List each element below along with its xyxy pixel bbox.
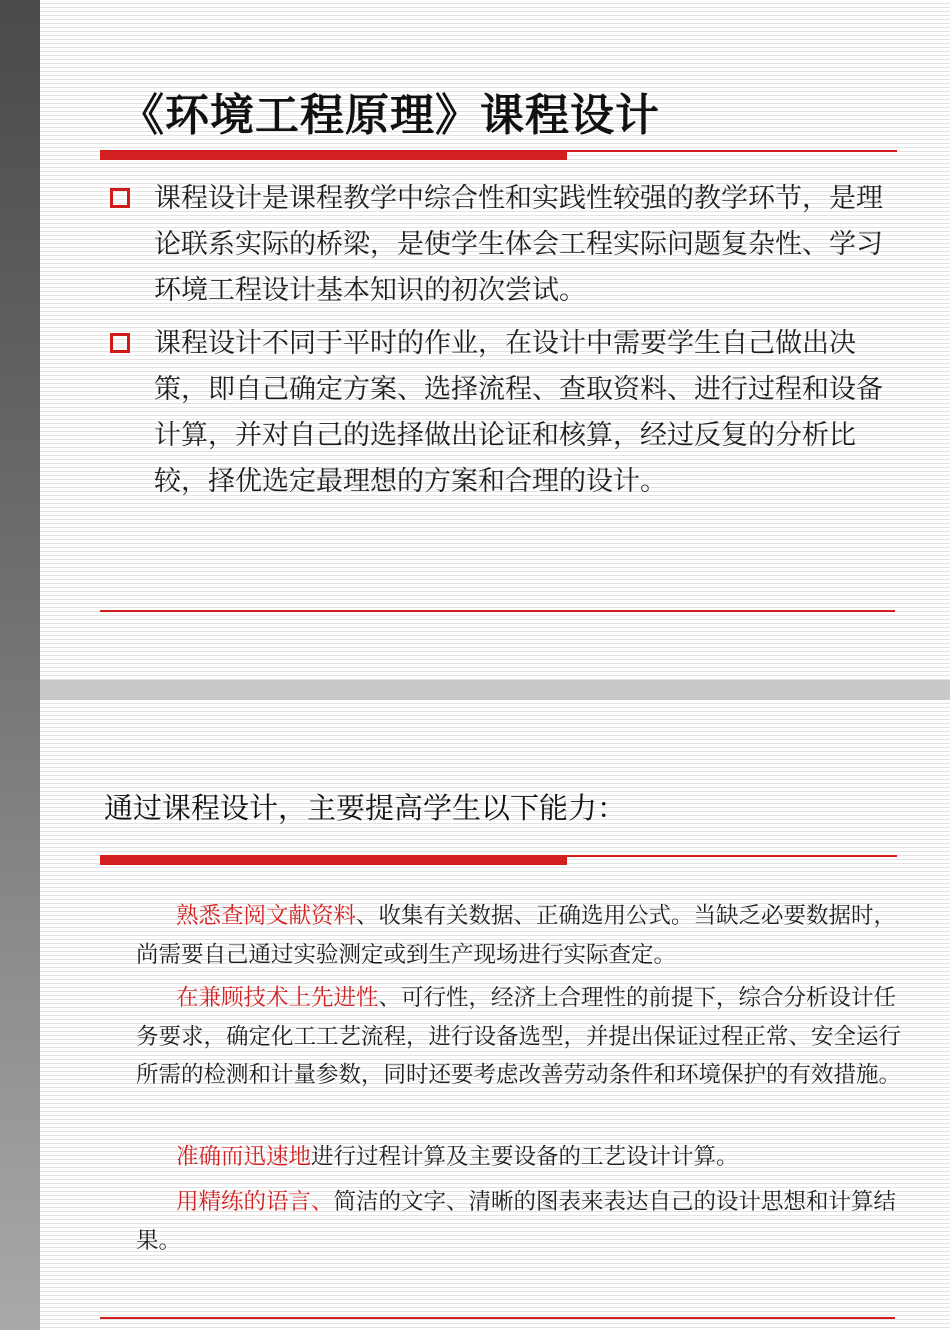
title-underline-thin (567, 150, 897, 152)
title-underline-thick (100, 855, 567, 865)
left-frame-strip (0, 0, 40, 1330)
footer-rule (100, 1317, 895, 1319)
square-bullet-icon (110, 333, 130, 353)
slide-1-title: 《环境工程原理》课程设计 (120, 90, 660, 141)
paragraph-3-body: 进行过程计算及主要设备的工艺设计计算。 (311, 1144, 739, 1170)
paragraph-4-highlight: 用精练的语言、 (176, 1189, 334, 1215)
slide-2-title: 通过课程设计，主要提高学生以下能力： (104, 791, 627, 825)
paragraph-1 (136, 897, 908, 974)
title-underline-thin (567, 855, 897, 857)
paragraph-1-highlight: 熟悉查阅文献资料 (176, 903, 357, 929)
paragraph-2-highlight: 在兼顾技术上先进性 (176, 985, 379, 1011)
paragraph-3-highlight: 准确而迅速地 (176, 1144, 312, 1170)
bullet-text-2: 课程设计不同于平时的作业，在设计中需要学生自己做出决策，即自己确定方案、选择流程、查取资料、进行过程和设备计算，并对自己的选择做出论证和核算，经过反复的分析比较，择优选定最理想的方案和合理的设计。 (154, 328, 883, 497)
paragraph-4-body: 简洁的文字、清晰的图表来表达自己的设计思想和计算结果。 (136, 1189, 897, 1254)
slide-1 (40, 0, 950, 680)
footer-rule (100, 610, 895, 612)
paragraph-3 (136, 1138, 908, 1177)
paragraph-4 (136, 1183, 908, 1260)
paragraph-1-body: 、收集有关数据、正确选用公式。当缺乏必要数据时，尚需要自己通过实验测定或到生产现场进行实际查定。 (136, 903, 897, 968)
paragraph-2 (136, 979, 908, 1095)
bullet-text-1: 课程设计是课程教学中综合性和实践性较强的教学环节，是理论联系实际的桥梁，是使学生体会工程实际问题复杂性、学习环境工程设计基本知识的初次尝试。 (154, 183, 883, 306)
title-underline-thick (100, 150, 567, 160)
square-bullet-icon (110, 188, 130, 208)
slide-2 (40, 700, 950, 1330)
paragraph-2-body: 、可行性，经济上合理性的前提下，综合分析设计任务要求，确定化工工艺流程，进行设备选型，并提出保证过程正常、安全运行所需的检测和计量参数，同时还要考虑改善劳动条件和环境保护的有效措施。 (136, 985, 902, 1088)
